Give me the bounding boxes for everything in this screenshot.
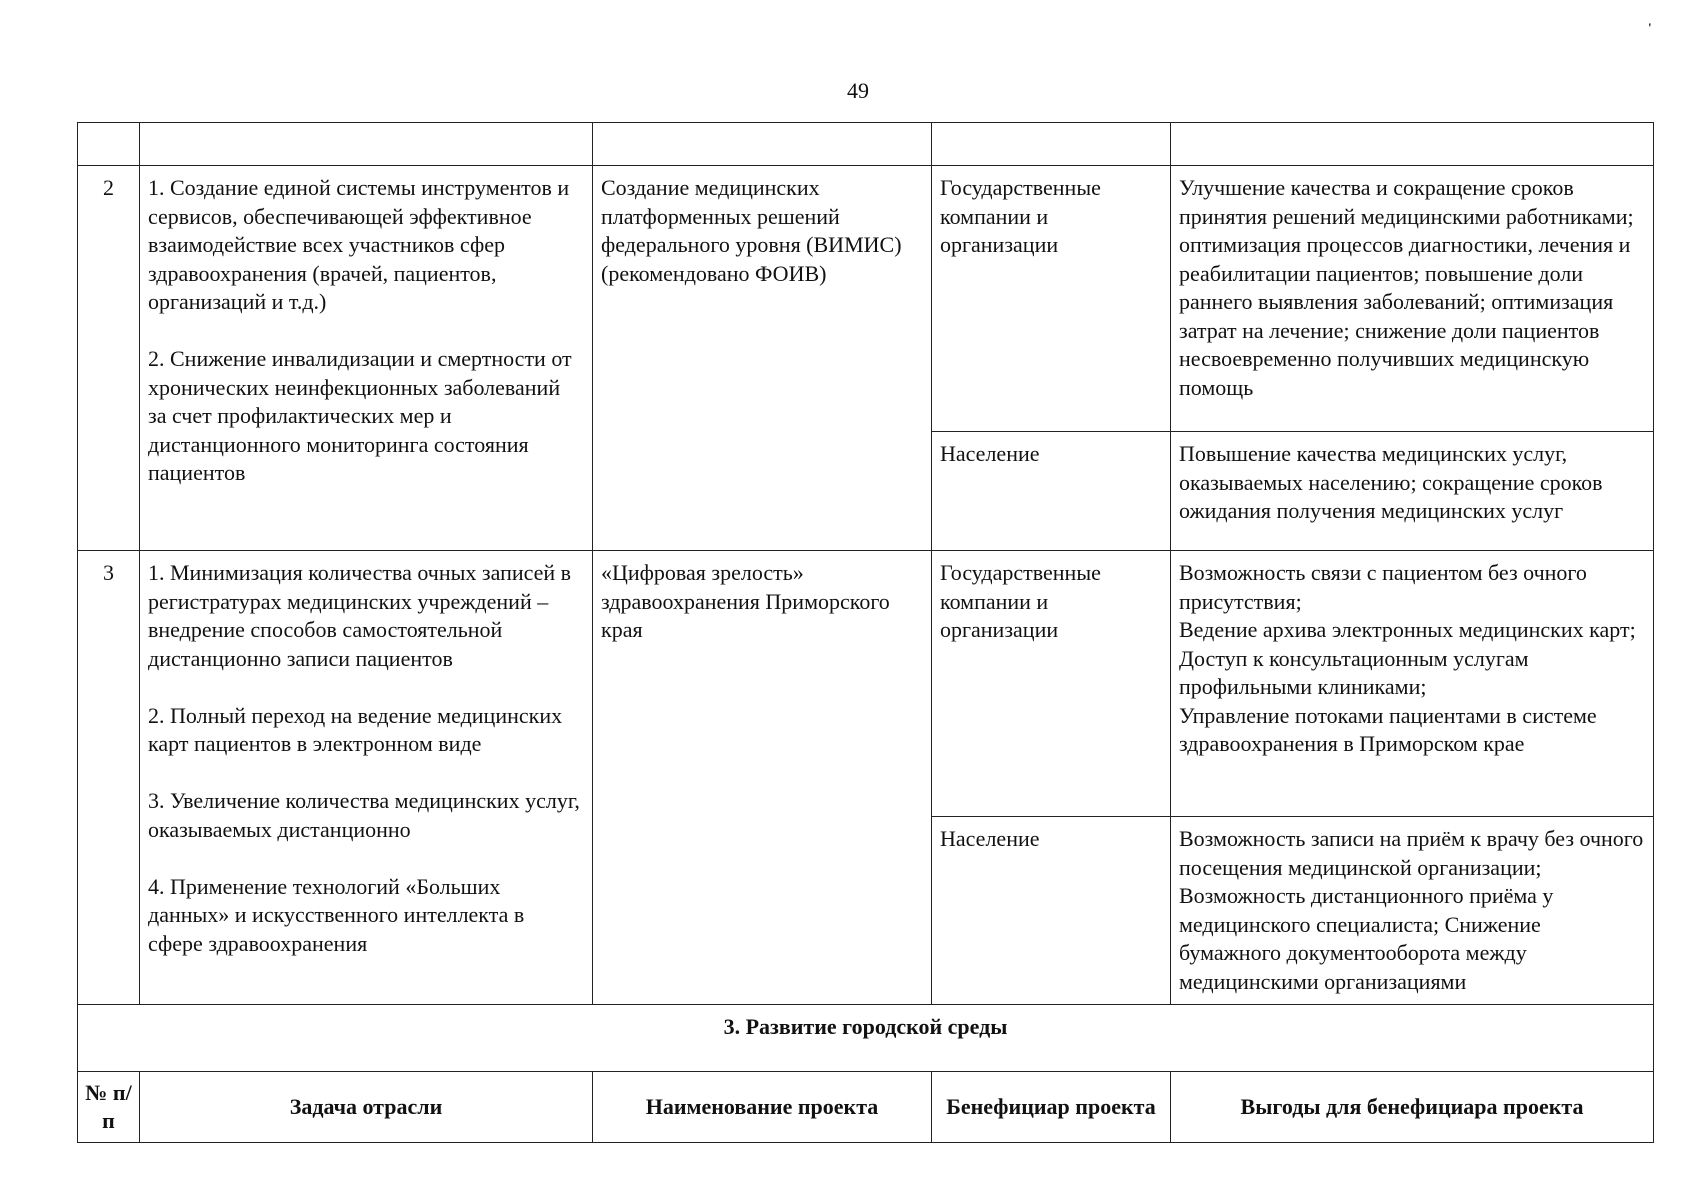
table-row [78,166,1654,432]
table-row [78,551,1654,817]
task-item: 2. Снижение инвалидизации и смертности от хронических неинфекционных заболеваний за счет профилактических мер и дистанционного мониторинга состояния пациентов [148,346,572,485]
row-number: 2 [78,166,140,551]
section-row [78,1005,1654,1072]
task-item: 4. Применение технологий «Больших данных» и искусственного интеллекта в сфере здравоохранения [148,873,525,956]
benefit-line: Возможность связи с пациентом без очного присутствия; [1179,560,1587,614]
empty-cell [593,123,932,166]
row-number: 3 [78,551,140,1005]
header-benefits: Выгоды для бенефициара проекта [1171,1072,1654,1143]
task-cell [140,551,593,1005]
corner-mark: ' [1648,20,1652,35]
beneficiary-cell: Государственные компании и организации [932,551,1171,817]
beneficiary-cell: Население [932,817,1171,1005]
empty-cell [932,123,1171,166]
task-cell [140,166,593,551]
task-item: 1. Создание единой системы инструментов и сервисов, обеспечивающей эффективное взаимодействие всех участников сфер здравоохранения (врачей, пациентов, организаций и т.д.) [148,175,570,314]
projects-table [77,122,1654,1143]
table-header-row [78,1072,1654,1143]
beneficiary-cell: Государственные компании и организации [932,166,1171,432]
table-row-continuation [78,123,1654,166]
project-name-cell: Создание медицинских платформенных решений федерального уровня (ВИМИС) (рекомендовано ФОИВ) [593,166,932,551]
header-project: Наименование проекта [593,1072,932,1143]
benefit-line: Управление потоками пациентами в системе здравоохранения в Приморском крае [1179,702,1597,756]
project-name-cell: «Цифровая зрелость» здравоохранения Приморского края [593,551,932,1005]
empty-cell [78,123,140,166]
header-num: № п/п [78,1072,140,1143]
benefits-cell: Возможность записи на приём к врачу без очного посещения медицинской организации; Возможность дистанционного приёма у медицинского специалиста; Снижение бумажного документооборота между медицинскими организациями [1171,817,1654,1005]
benefits-cell [1171,551,1654,817]
benefit-line: Ведение архива электронных медицинских карт; [1179,617,1636,642]
benefits-cell: Улучшение качества и сокращение сроков принятия решений медицинскими работниками; оптимизация процессов диагностики, лечения и реабилитации пациентов; повышение доли раннего выявления заболеваний; оптимизация затрат на лечение; снижение доли пациентов несвоевременно получивших медицинскую помощь [1171,166,1654,432]
beneficiary-cell: Население [932,432,1171,551]
benefit-line: Доступ к консультационным услугам профильными клиниками; [1179,645,1529,699]
task-item: 2. Полный переход на ведение медицинских карт пациентов в электронном виде [148,702,563,756]
header-task: Задача отрасли [140,1072,593,1143]
task-item: 3. Увеличение количества медицинских услуг, оказываемых дистанционно [148,788,580,842]
task-item: 1. Минимизация количества очных записей в регистратурах медицинских учреждений – внедрение способов самостоятельной дистанционно записи пациентов [148,560,572,671]
section-title: 3. Развитие городской среды [78,1005,1654,1072]
empty-cell [1171,123,1654,166]
page-number: 49 [847,78,869,103]
benefits-cell: Повышение качества медицинских услуг, оказываемых населению; сокращение сроков ожидания получения медицинских услуг [1171,432,1654,551]
header-beneficiary: Бенефициар проекта [932,1072,1171,1143]
empty-cell [140,123,593,166]
